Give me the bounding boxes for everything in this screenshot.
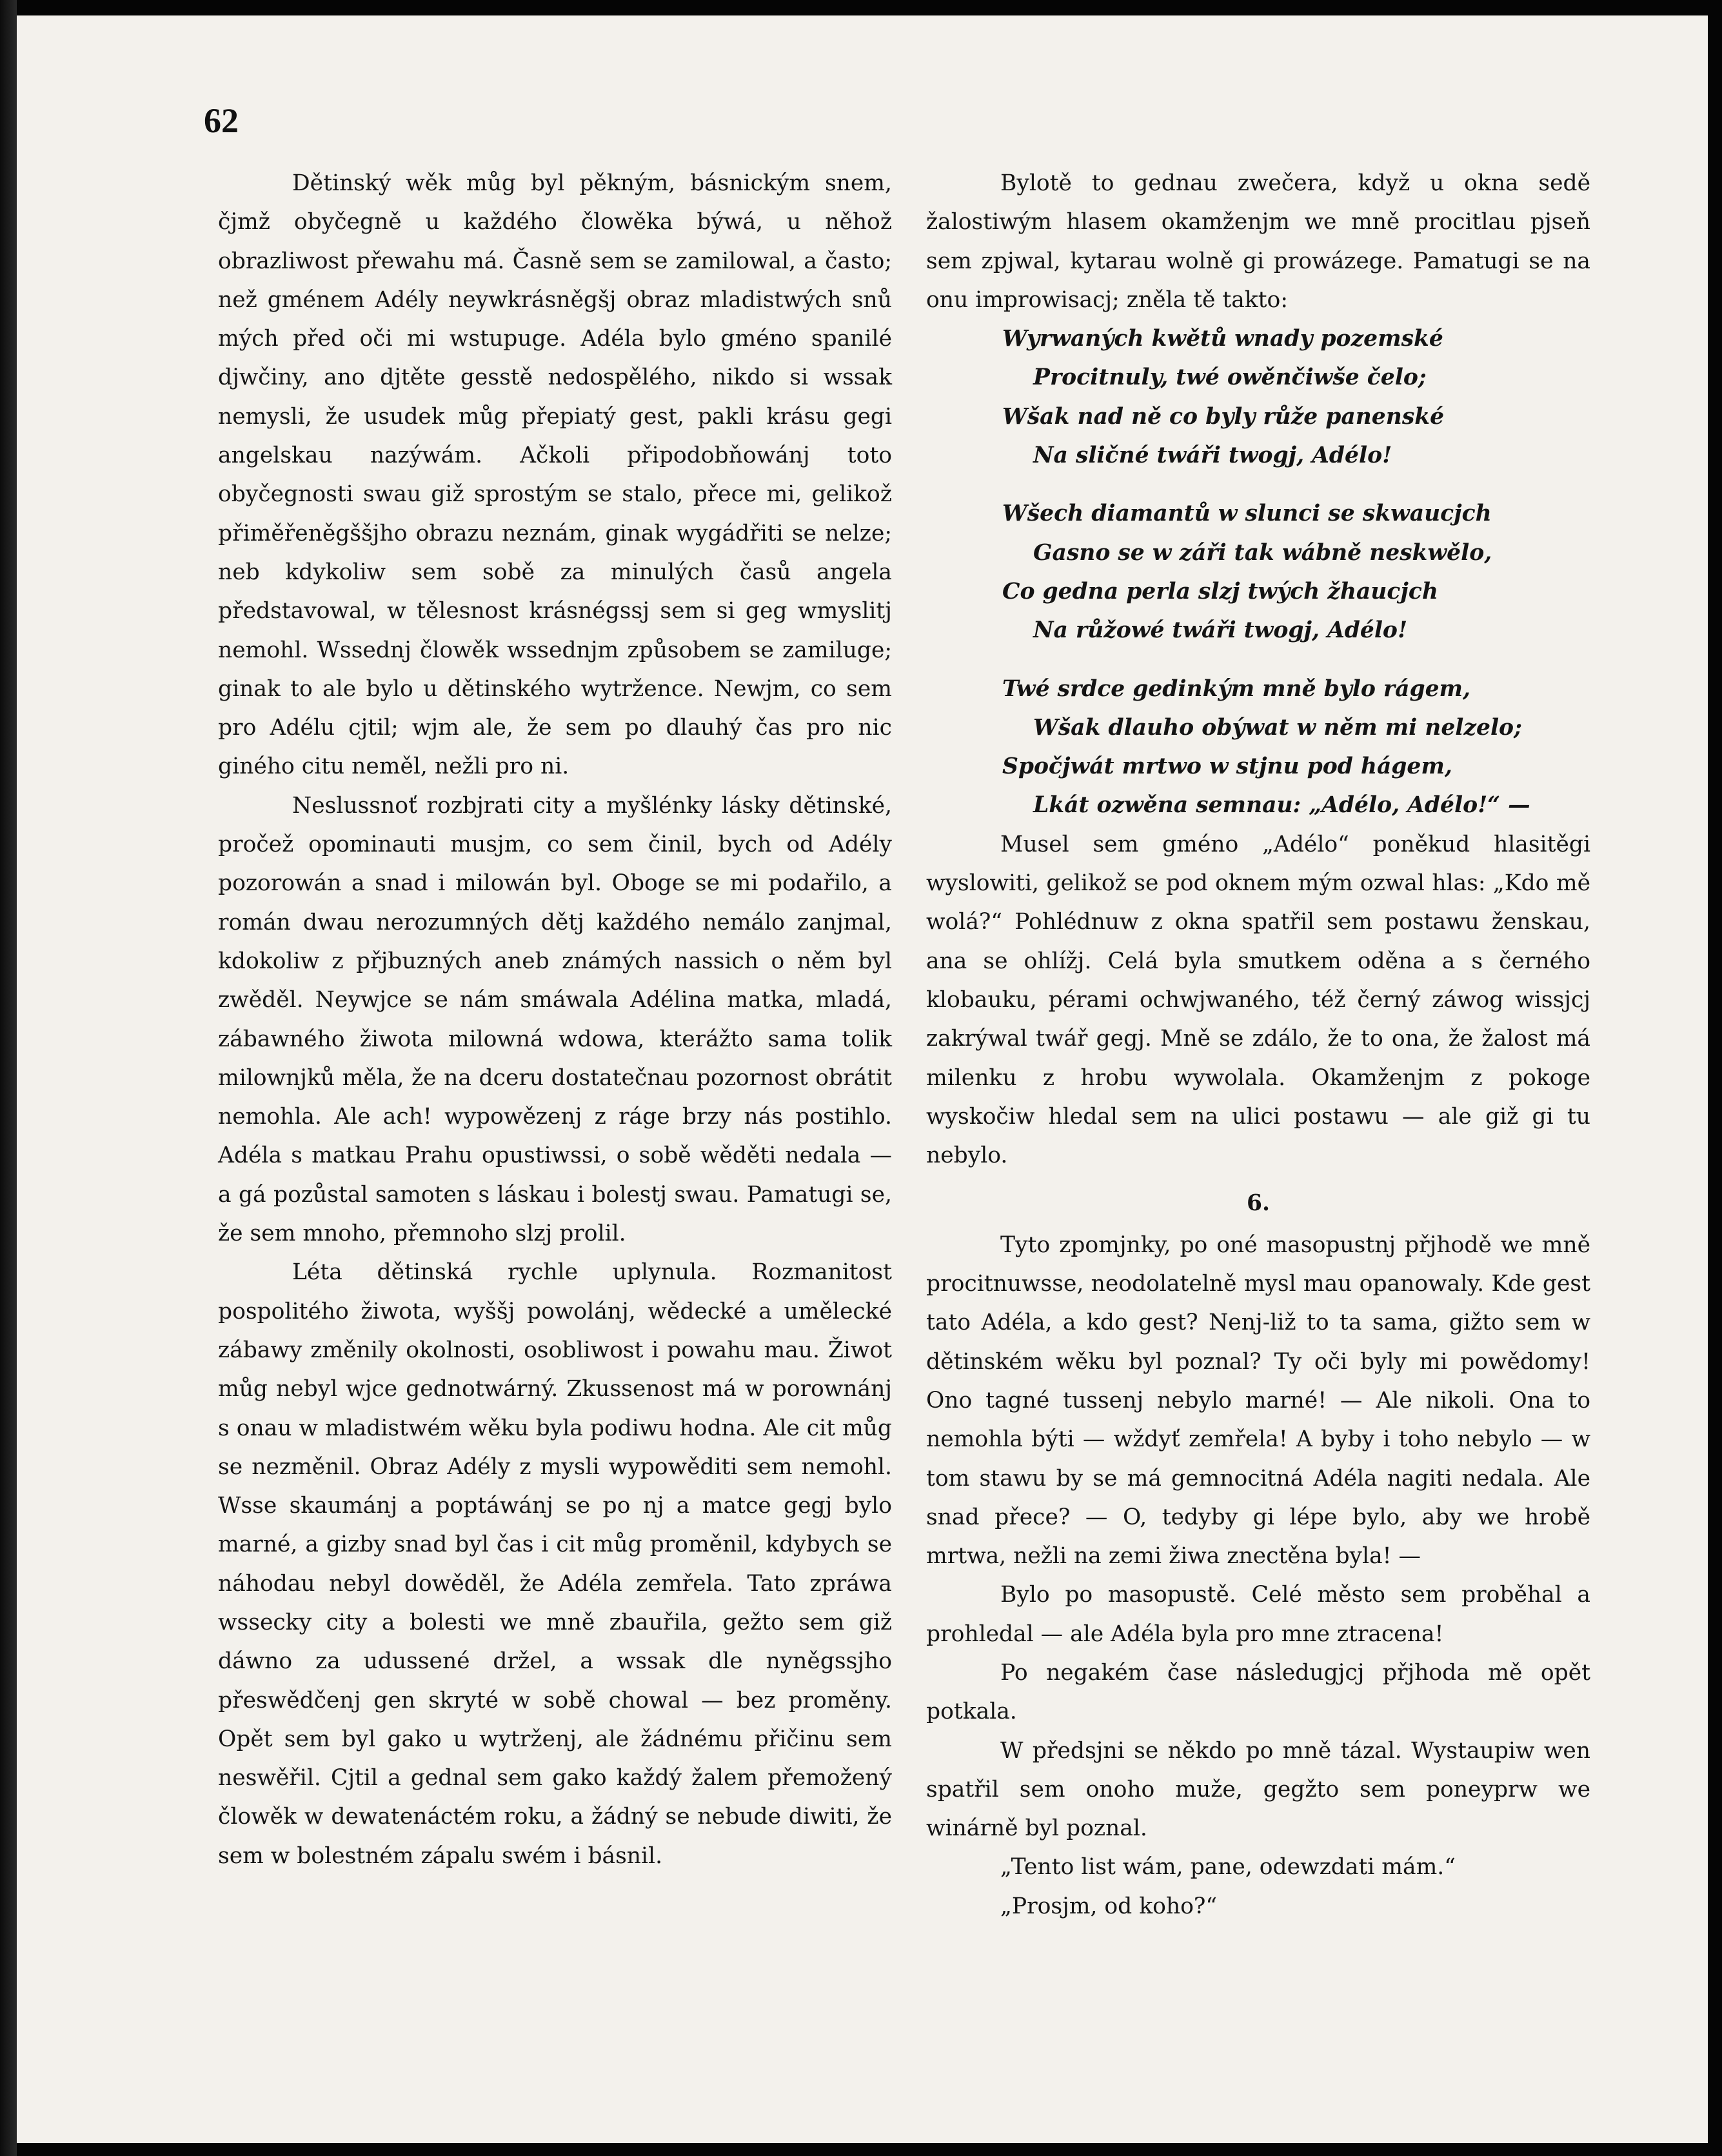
poem <box>1002 319 1590 825</box>
right-section-paragraph-4: W předsjni se někdo po mně tázal. Wystaupiw wen spatřil sem onoho muže, gegžto sem poneyprw we winárně byl poznal. <box>926 1737 1590 1842</box>
left-column <box>218 164 892 1875</box>
poem-line: Na sličné twáři twogj, Adélo! <box>1033 443 1392 469</box>
right-section-paragraph-3: Po negakém čase následugjcj přjhoda mě opět potkala. <box>926 1659 1590 1725</box>
page-edge-shadow <box>0 0 17 2156</box>
scanned-page <box>17 15 1708 2143</box>
left-paragraph-3: Léta dětinská rychle uplynula. Rozmanitost pospolitého žiwota, wyššj powolánj, wědecké a umělecké zábawy změnily okolnosti, osobliwost i powahu mau. Žiwot můg nebyl wjce gednotwárný. Zkussenost má w porownánj s onau w mladistwém wěku byla podiwu hodna. Ale cit můg se nezměnil. Obraz Adély z mysli wypowěditi sem nemohl. Wsse skaumánj a poptáwánj se po nj a matce gegj bylo marné, a gizby snad byl čas i cit můg proměnil, kdybych se náhodau nebyl dowěděl, že Adéla zemřela. Tato zpráwa wssecky city a bolesti we mně zbauřila, gežto sem giž dáwno za udussené držel, a wssak dle nyněgssjho přeswědčenj gen skryté w sobě chowal — bez proměny. Opět sem byl gako u wytrženj, ale žádnému přičinu sem neswěřil. Cjtil a gednal sem gako každý žalem přemožený člowěk w dewatenáctém roku, a žádný se nebude diwiti, že sem w bolestném zápalu swém i básnil. <box>218 1259 892 1869</box>
poem-line: Lkát ozwěna semnau: „Adélo, Adélo!“ — <box>1033 792 1530 819</box>
right-intro-paragraph: Bylotě to gednau zwečera, když u okna sedě žalostiwým hlasem okamženjm we mně procitlau pjseň sem zpjwal, kytarau wolně gi prowázege. Pamatugi se na onu improwisacj; zněla tě takto: <box>926 170 1590 313</box>
poem-line: Spočjwát mrtwo w stjnu pod hágem, <box>1002 754 1452 780</box>
right-after-poem-paragraph: Musel sem gméno „Adélo“ poněkud hlasitěgi wyslowiti, gelikož se pod oknem mým ozwal hlas: „Kdo mě wolá?“ Pohlédnuw z okna spatřil sem postawu ženskau, ana se ohlížj. Celá byla smutkem oděna a s černého klobauku, pérami ochwjwaného, též černý záwog wissjcj zakrýwal twář gegj. Mně se zdálo, že to ona, že žalost má milenku z hrobu wywolala. Okamženjm z pokoge wyskočiw hledal sem na ulici postawu — ale giž gi tu nebylo. <box>926 831 1590 1169</box>
poem-stanza-3 <box>1002 670 1590 825</box>
poem-line: Wšech diamantů w slunci se skwaucjch <box>1002 501 1492 527</box>
left-paragraph-1: Dětinský wěk můg byl pěkným, básnickým snem, čjmž obyčegně u každého člowěka býwá, u něhož obrazliwost přewahu má. Časně sem se zamilowal, a často; než gménem Adély neywkrásněgšj obraz mladistwých snů mých před oči mi wstupuge. Adéla bylo gméno spanilé djwčiny, ano djtěte gesstě nedospělého, nikdo si wssak nemysli, že usudek můg přepiatý gest, pakli krásu gegi angelskau nazýwám. Ačkoli připodobňowánj toto obyčegnosti swau giž sprostým se stalo, přece mi, gelikož přiměřeněgššjho obrazu neznám, ginak wygádřiti se nelze; neb kdykoliw sem sobě za minulých časů angela představowal, w tělesnost krásnégssj sem si geg wmyslitj nemohl. Wssednj člowěk wssednjm způsobem se zamiluge; ginak to ale bylo u dětinského wytržence. Newjm, co sem pro Adélu cjtil; wjm ale, že sem po dlauhý čas pro nic giného citu neměl, nežli pro ni. <box>218 170 892 780</box>
poem-line: Procitnuly, twé owěnčiwše čelo; <box>1033 364 1427 391</box>
poem-line: Na růžowé twáři twogj, Adélo! <box>1033 617 1408 644</box>
section-number: 6. <box>1246 1190 1271 1217</box>
right-column <box>926 164 1590 1926</box>
poem-line: Gasno se w záři tak wábně neskwělo, <box>1033 539 1492 566</box>
left-paragraph-2: Neslussnoť rozbjrati city a myšlénky lásky dětinské, pročež opominauti musjm, co sem činil, bych od Adély pozorowán a snad i milowán byl. Oboge se mi podařilo, a román dwau nerozumných dětj každého nemálo zanjmal, kdokoliw z přjbuzných aneb známých nassich o něm byl zwěděl. Neywjce se nám smáwala Adélina matka, mladá, zábawného žiwota milowná wdowa, kterážto sama tolik milownjků měla, že na dceru dostatečnau pozornost obrátit nemohla. Ale ach! wypowězenj z ráge brzy nás postihlo. Adéla s matkau Prahu opustiwssi, o sobě wěděti nedala — a gá pozůstal samoten s láskau i bolestj swau. Pamatugi se, že sem mnoho, přemnoho slzj prolil. <box>218 792 892 1247</box>
right-section-paragraph-6: „Prosjm, od koho?“ <box>1000 1893 1218 1919</box>
poem-stanza-1 <box>1002 319 1590 475</box>
poem-line: Wšak dlauho obýwat w něm mi nelzelo; <box>1033 714 1522 741</box>
right-section-paragraph-5: „Tento list wám, pane, odewzdati mám.“ <box>1000 1854 1456 1881</box>
page-number: 62 <box>204 101 239 140</box>
right-section-paragraph-2: Bylo po masopustě. Celé město sem proběhal a prohledal — ale Adéla byla pro mne ztracena! <box>926 1582 1590 1647</box>
poem-line: Co gedna perla slzj twých žhaucjch <box>1002 578 1438 604</box>
poem-line: Twé srdce gedinkým mně bylo rágem, <box>1002 675 1471 702</box>
right-section-paragraph-1: Tyto zpomjnky, po oné masopustnj přjhodě we mně procitnuwsse, neodolatelně mysl mau opanowaly. Kde gest tato Adéla, a kdo gest? Nenj-liž to ta sama, gižto sem w dětinském wěku byl poznal? Ty oči byly mi powědomy! Ono tagné tussenj nebylo marné! — Ale nikoli. Ona to nemohla býti — wždyť zemřela! A byby i toho nebylo — w tom stawu by se má gemnocitná Adéla nagiti nedala. Ale snad přece? — O, tedyby gi lépe bylo, aby we hrobě mrtwa, nežli na zemi žiwa znectěna byla! — <box>926 1232 1590 1570</box>
poem-stanza-2 <box>1002 494 1590 650</box>
poem-line: Wyrwaných kwětů wnady pozemské <box>1002 326 1443 352</box>
poem-line: Wšak nad ně co byly růže panenské <box>1002 403 1445 430</box>
